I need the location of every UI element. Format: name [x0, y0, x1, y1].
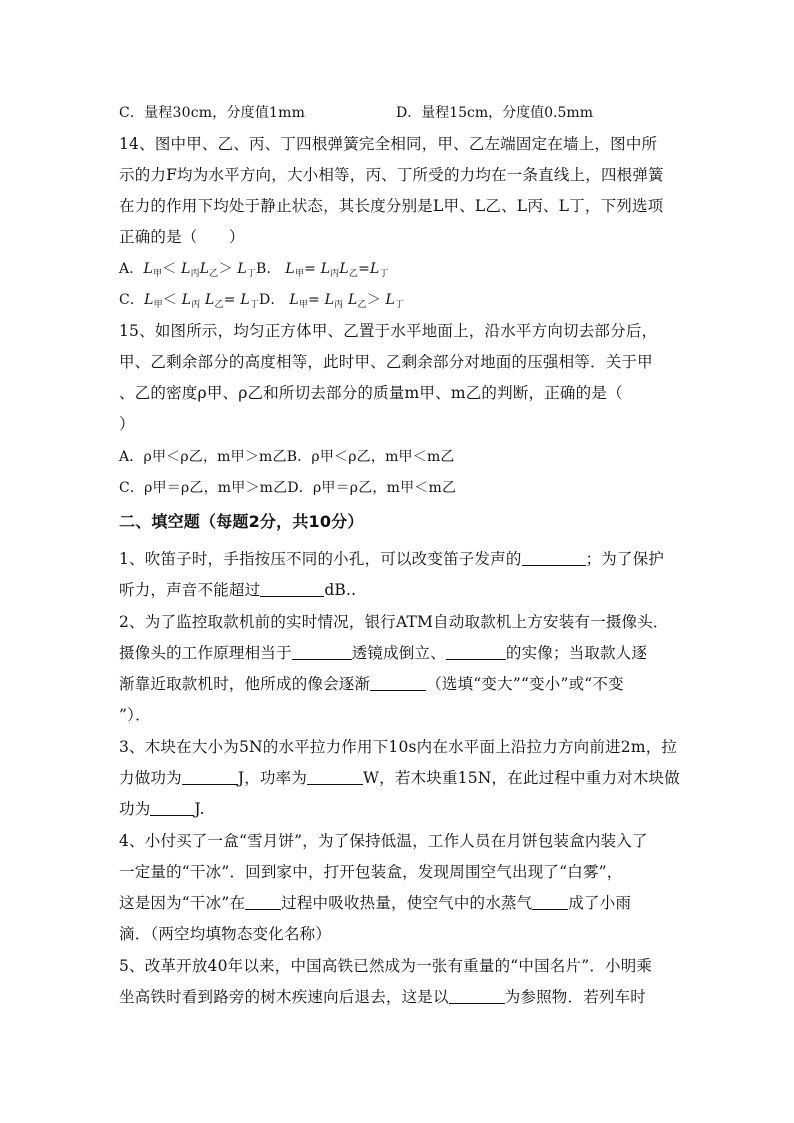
f5-line-1: 5、改革开放40年以来，中国高铁已然成为一张有重量的“中国名片”．小明乘: [119, 957, 653, 975]
answer-blank[interactable]: [307, 769, 363, 785]
answer-blank[interactable]: [150, 800, 194, 816]
q13-option-c: C．量程30cm，分度值1mm: [119, 105, 306, 121]
f2-line-1: 2、为了监控取款机前的实时情况，银行ATM自动取款机上方安装有一摄像头．: [119, 613, 669, 631]
section-title: 二、填空题（每题2分，共10分）: [119, 512, 364, 531]
q15-line-3: 、乙的密度ρ甲、ρ乙和所切去部分的质量m甲、m乙的判断，正确的是（: [119, 384, 623, 402]
q15-line-1: 15、如图所示，均匀正方体甲、乙置于水平地面上，沿水平方向切去部分后，: [119, 322, 658, 340]
answer-blank[interactable]: [292, 644, 352, 660]
q14-line-2: 示的力F均为水平方向，大小相等，丙、丁所受的力均在一条直线上，四根弹簧: [119, 166, 664, 184]
q14-option-c-label: C．: [119, 292, 145, 308]
f1-line-2: 听力，声音不能超过 dB..: [119, 581, 357, 599]
f4-line-2: 一定量的“干冰”．回到家中，打开包装盒，发现周围空气出现了“白雾”，: [119, 863, 623, 881]
answer-blank[interactable]: [522, 550, 586, 566]
q14-option-b-label: B．: [256, 261, 281, 277]
q13-option-d: D．量程15cm，分度值0.5mm: [396, 105, 593, 121]
f4-line-4: 滴．（两空均填物态变化名称）: [119, 925, 332, 943]
f3-line-2: 力做功为 J，功率为 W，若木块重15N，在此过程中重力对木块做: [119, 769, 680, 787]
answer-blank[interactable]: [370, 675, 426, 691]
f3-line-1: 3、木块在大小为5N的水平拉力作用下10s内在水平面上沿拉力方向前进2m，拉: [119, 738, 678, 756]
q14-line-4: 正确的是（ ）: [119, 228, 245, 246]
q15-line-2: 甲、乙剩余部分的高度相等，此时甲、乙剩余部分对地面的压强相等．关于甲: [119, 353, 653, 371]
f4-line-1: 4、小付买了一盒“雪月饼”，为了保持低温，工作人员在月饼包装盒内装入了: [119, 832, 648, 850]
q14-line-1: 14、图中甲、乙、丙、丁四根弹簧完全相同，甲、乙左端固定在墙上，图中所: [119, 135, 658, 153]
q14-option-a-label: A．: [119, 261, 144, 277]
f4-line-3: 这是因为“干冰”在 过程中吸收热量，使空气中的水蒸气 成了小雨: [119, 894, 632, 912]
answer-blank[interactable]: [182, 769, 238, 785]
answer-blank[interactable]: [449, 988, 505, 1004]
f2-line-4: ”）．: [119, 706, 151, 724]
q14-options-ab: A．$L_甲< L_丙L_乙> L_丁B$． $L_甲= L_丙L_乙=L_丁$: [119, 261, 389, 279]
q14-option-d-label: D．: [259, 292, 285, 308]
f5-line-2: 坐高铁时看到路旁的树木疾速向后退去，这是以 为参照物．若列车时: [119, 988, 647, 1006]
q15-line-4: ）: [119, 415, 135, 433]
f1-line-1: 1、吹笛子时，手指按压不同的小孔，可以改变笛子发声的 ；为了保护: [119, 550, 665, 568]
answer-blank[interactable]: [532, 894, 568, 910]
answer-blank[interactable]: [260, 581, 324, 597]
answer-blank[interactable]: [245, 894, 281, 910]
f3-line-3: 功为 J.: [119, 800, 205, 818]
q15-options-ab: A．ρ甲＜ρ乙，m甲＞m乙B．ρ甲＜ρ乙，m甲＜m乙: [119, 449, 455, 465]
f2-line-2: 摄像头的工作原理相当于 透镜成倒立、 的实像；当取款人逐: [119, 644, 648, 662]
answer-blank[interactable]: [446, 644, 506, 660]
f2-line-3: 渐靠近取款机时，他所成的像会逐渐 （选填“变大”“变小”或“不变: [119, 675, 624, 693]
q14-options-cd: C．$L_甲< L_丙$ $L_乙= L_丁D$． $L_甲= L_丙$ $L_乙> L_丁$: [119, 292, 405, 310]
q15-options-cd: C．ρ甲＝ρ乙，m甲＞m乙D．ρ甲＝ρ乙，m甲＜m乙: [119, 480, 457, 496]
q14-line-3: 在力的作用下均处于静止状态，其长度分别是L甲、L乙、L丙、L丁，下列选项: [119, 197, 664, 215]
